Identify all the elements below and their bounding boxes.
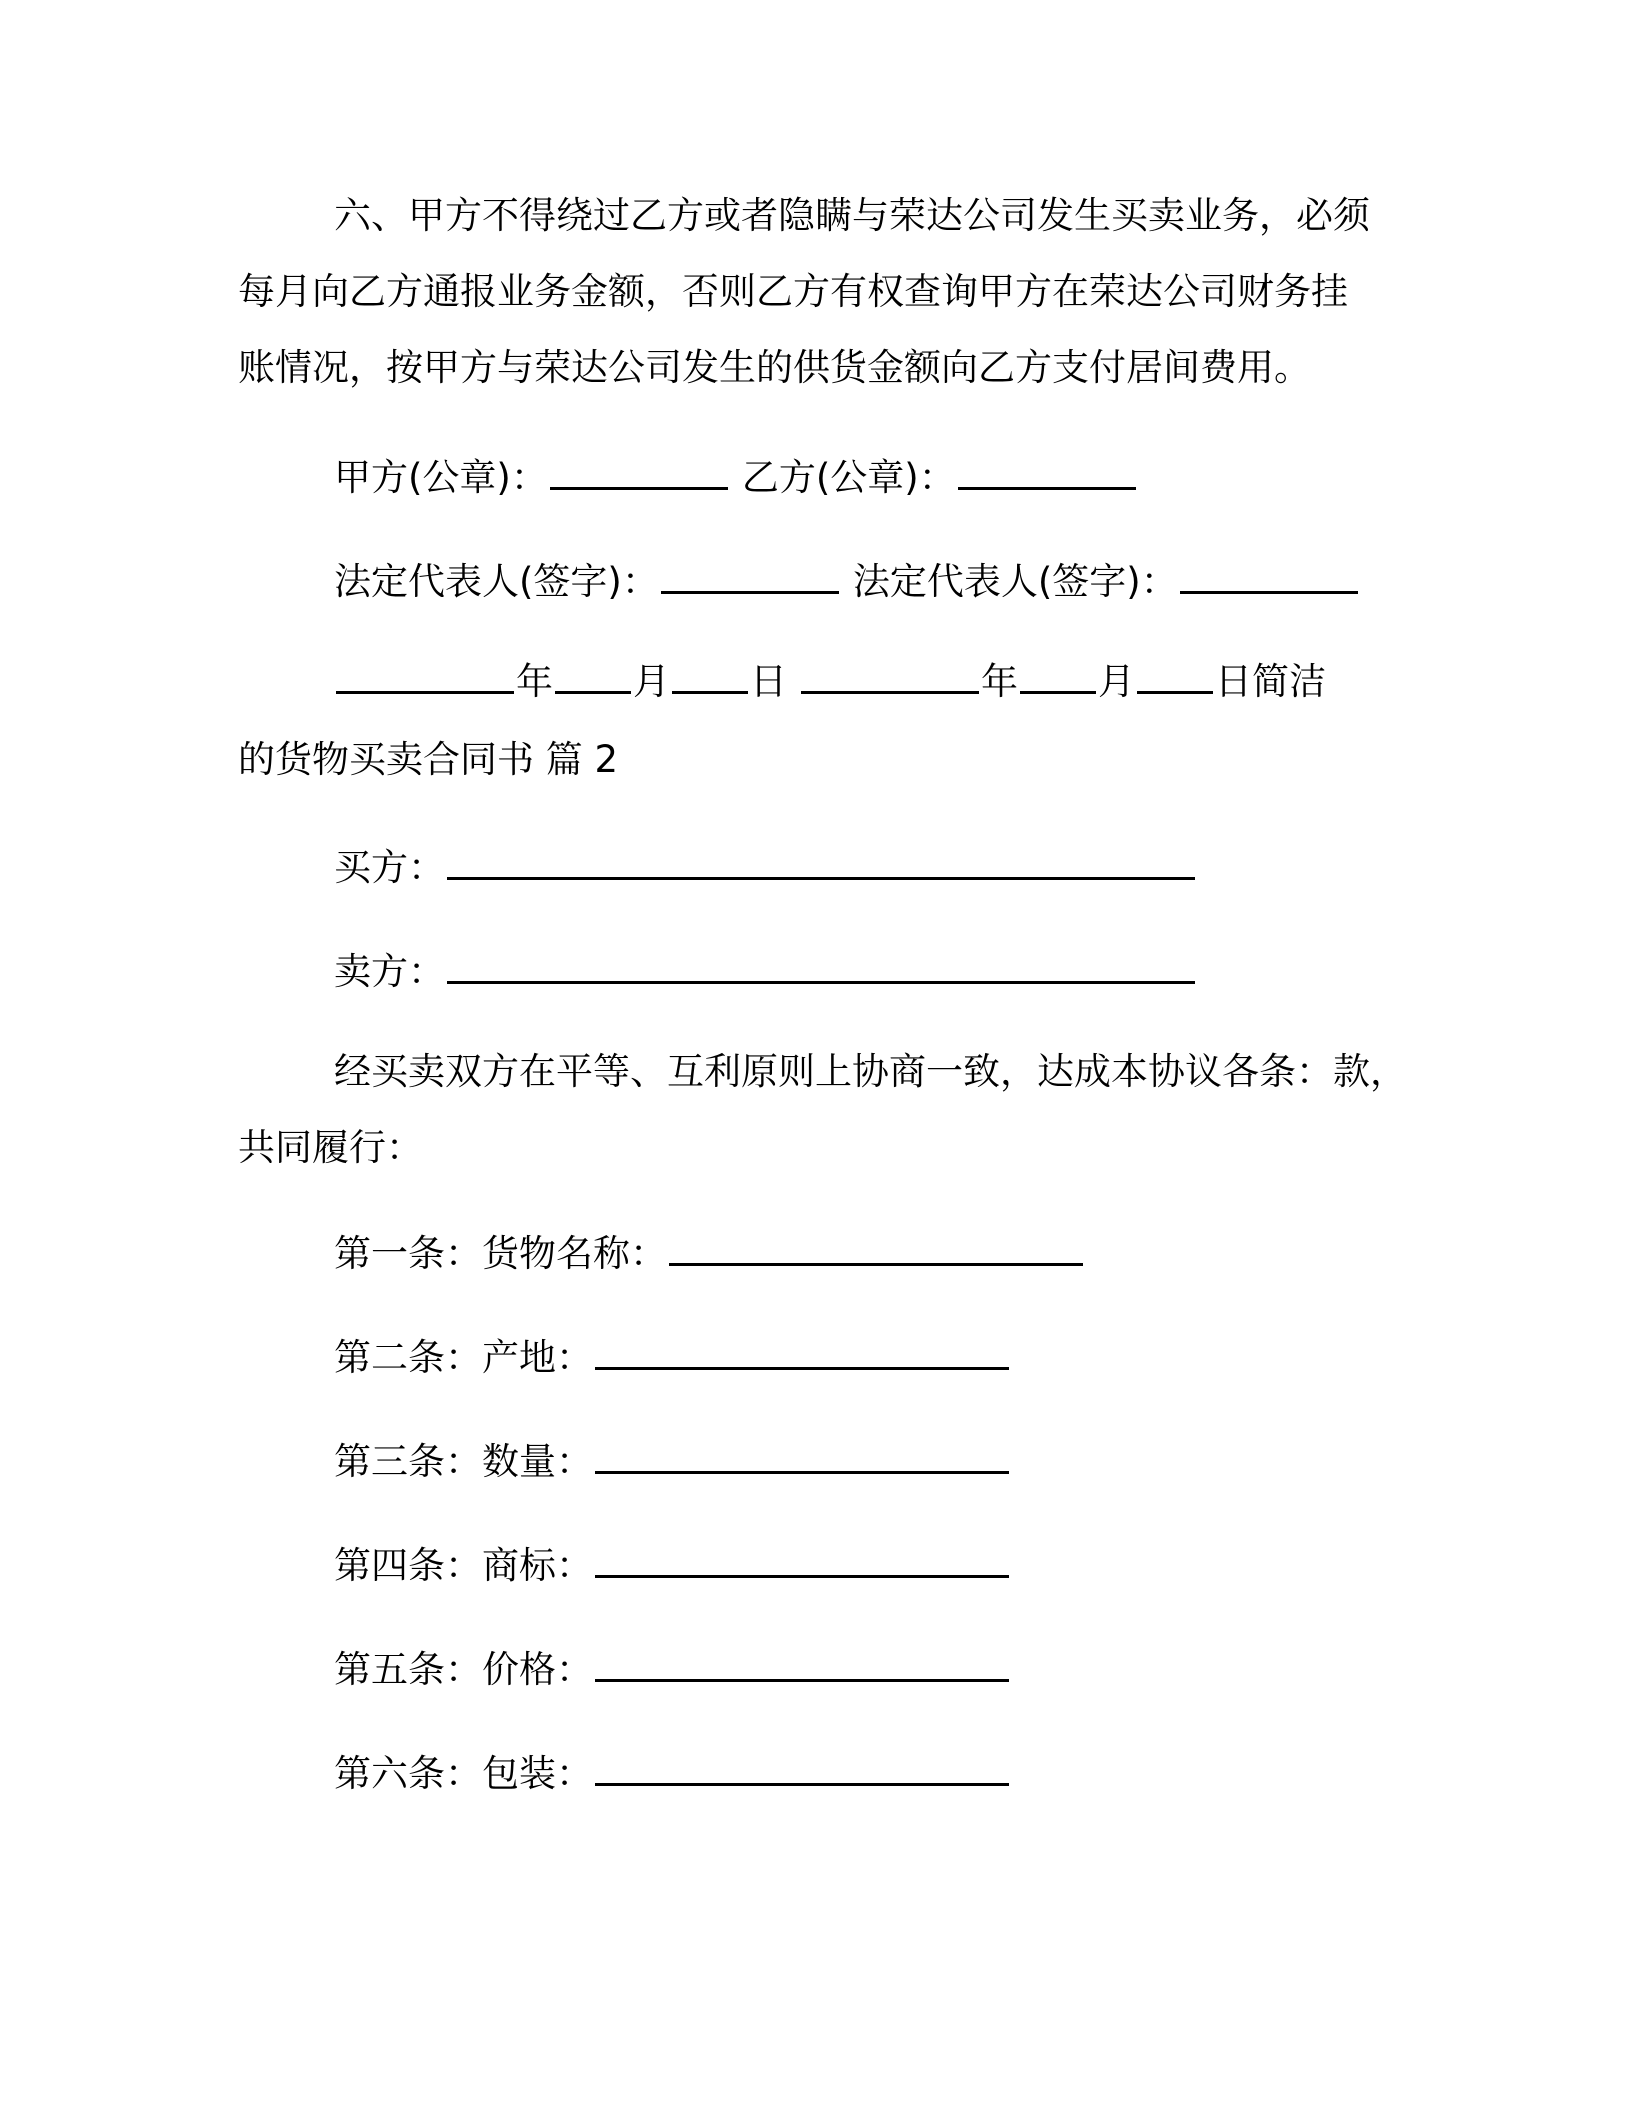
section-two-title: 的货物买卖合同书 篇 2 xyxy=(238,738,619,781)
article-blank[interactable] xyxy=(595,1545,1009,1578)
date-a-year-label: 年 xyxy=(516,660,553,703)
rep-b-label: 法定代表人(签字)： xyxy=(852,560,1178,603)
clause-six-line-3: 账情况，按甲方与荣达公司发生的供货金额向乙方支付居间费用。 xyxy=(238,346,1311,389)
clause-six-line-1: 六、甲方不得绕过乙方或者隐瞒与荣达公司发生买卖业务，必须 xyxy=(334,194,1370,237)
agreement-line-1: 经买卖双方在平等、互利原则上协商一致，达成本协议各条：款， xyxy=(334,1050,1407,1093)
article-label: 第四条：商标： xyxy=(334,1544,593,1587)
article-row xyxy=(334,1228,1085,1280)
rep-a-label: 法定代表人(签字)： xyxy=(334,560,659,603)
buyer-row xyxy=(334,842,1197,894)
article-row xyxy=(334,1436,1011,1488)
date-row xyxy=(334,656,1326,708)
date-a-month-label: 月 xyxy=(633,660,670,703)
date-a-month-blank[interactable] xyxy=(555,661,631,694)
article-label: 第二条：产地： xyxy=(334,1336,593,1379)
article-row xyxy=(334,1748,1011,1800)
article-blank[interactable] xyxy=(595,1441,1009,1474)
date-b-year-label: 年 xyxy=(981,660,1018,703)
article-label: 第三条：数量： xyxy=(334,1440,593,1483)
article-blank[interactable] xyxy=(595,1337,1009,1370)
date-b-month-label: 月 xyxy=(1098,660,1135,703)
article-label: 第一条：货物名称： xyxy=(334,1232,667,1275)
seal-row xyxy=(334,452,1138,504)
article-blank[interactable] xyxy=(595,1753,1009,1786)
party-a-seal-blank[interactable] xyxy=(550,457,728,490)
buyer-blank[interactable] xyxy=(447,847,1195,880)
date-b-month-blank[interactable] xyxy=(1020,661,1096,694)
date-b-day-label: 日简洁 xyxy=(1215,660,1326,703)
clause-six-line-2: 每月向乙方通报业务金额，否则乙方有权查询甲方在荣达公司财务挂 xyxy=(238,270,1348,313)
article-label: 第五条：价格： xyxy=(334,1648,593,1691)
party-a-seal-label: 甲方(公章)： xyxy=(334,456,548,499)
rep-a-blank[interactable] xyxy=(661,561,839,594)
seller-blank[interactable] xyxy=(447,951,1195,984)
article-label: 第六条：包装： xyxy=(334,1752,593,1795)
article-blank[interactable] xyxy=(595,1649,1009,1682)
buyer-label: 买方： xyxy=(334,846,445,889)
party-b-seal-blank[interactable] xyxy=(958,457,1136,490)
article-row xyxy=(334,1644,1011,1696)
article-row xyxy=(334,1540,1011,1592)
date-a-day-blank[interactable] xyxy=(672,661,748,694)
date-a-year-blank[interactable] xyxy=(336,661,514,694)
article-blank[interactable] xyxy=(669,1233,1083,1266)
date-a-day-label: 日 xyxy=(750,660,787,703)
date-b-year-blank[interactable] xyxy=(801,661,979,694)
agreement-line-2: 共同履行： xyxy=(238,1126,423,1169)
seller-label: 卖方： xyxy=(334,950,445,993)
representative-row xyxy=(334,556,1360,608)
article-row xyxy=(334,1332,1011,1384)
party-b-seal-label: 乙方(公章)： xyxy=(741,456,956,499)
rep-b-blank[interactable] xyxy=(1180,561,1358,594)
seller-row xyxy=(334,946,1197,998)
date-b-day-blank[interactable] xyxy=(1137,661,1213,694)
